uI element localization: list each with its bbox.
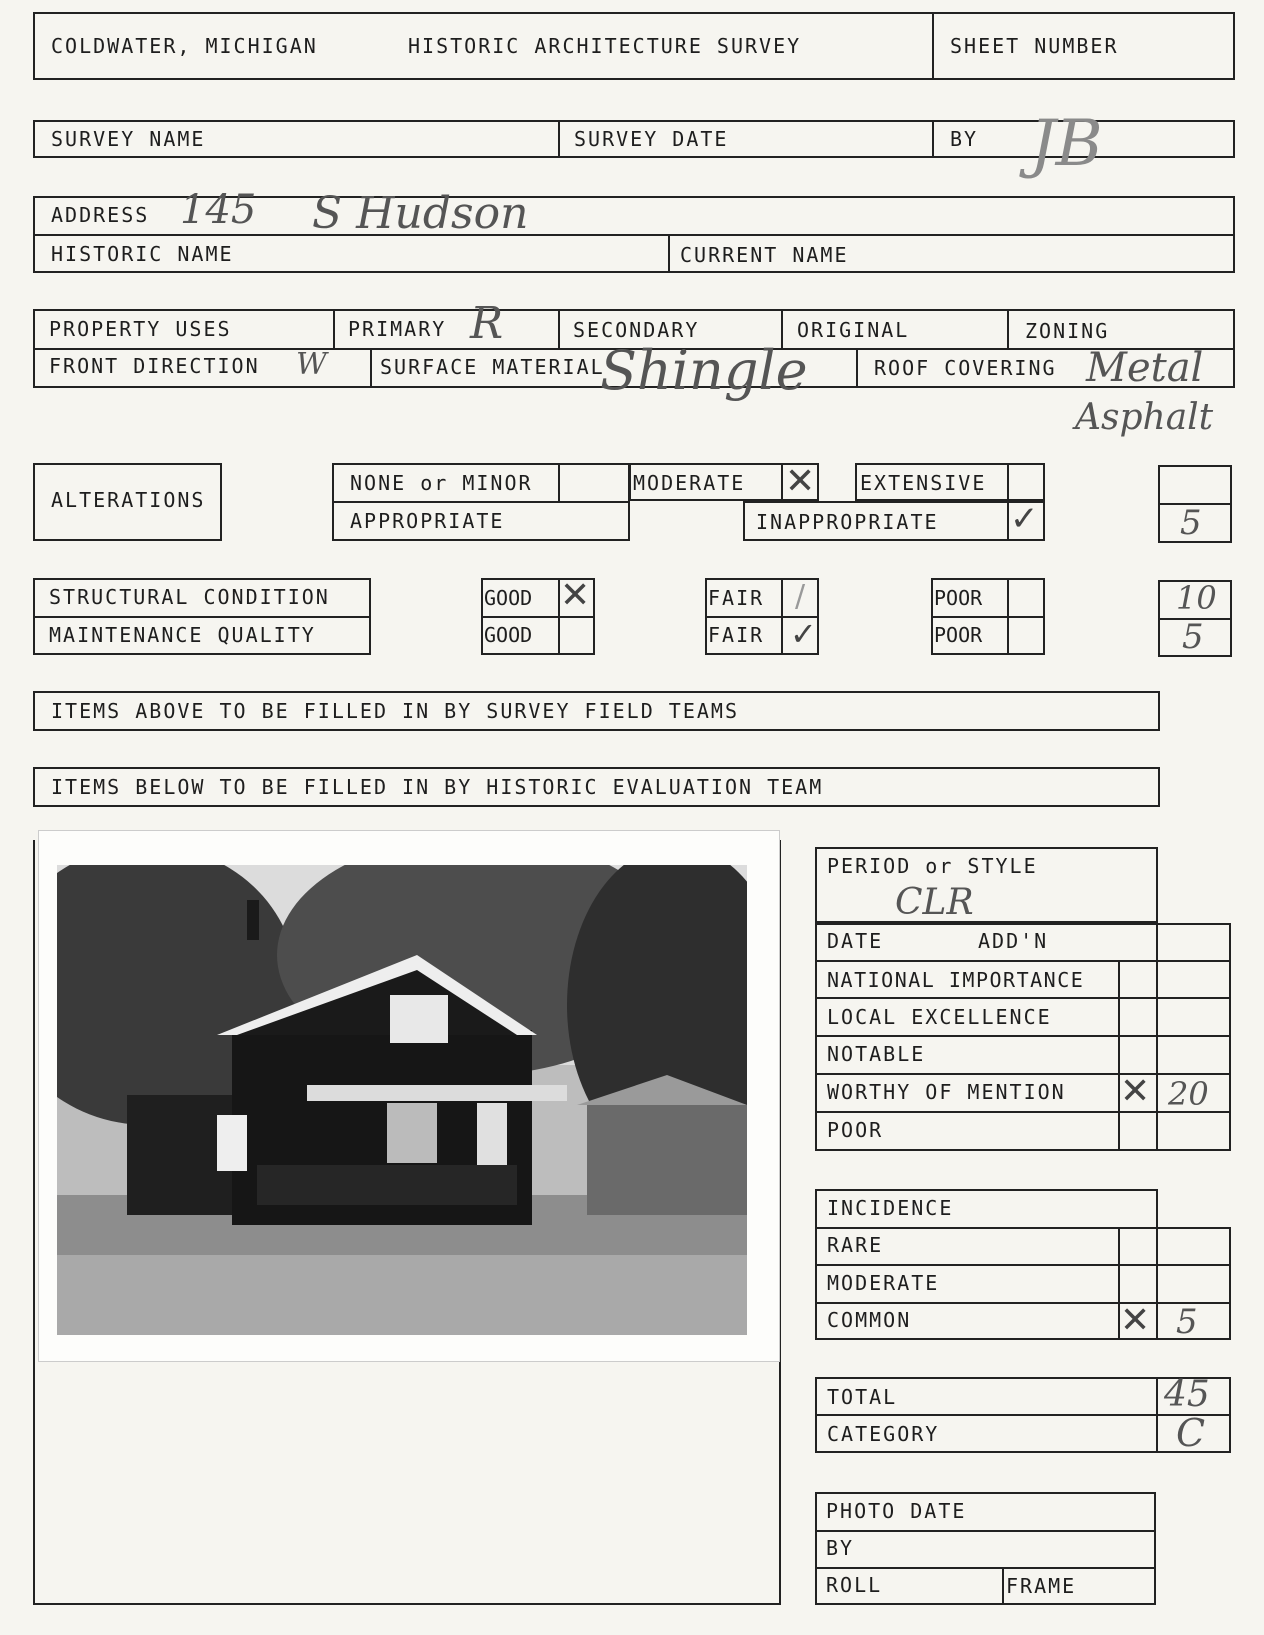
alterations-score: 5 — [1180, 503, 1202, 543]
prop-div-1 — [333, 309, 335, 348]
survey-date-label: SURVEY DATE — [574, 127, 729, 151]
photo-info-hdiv-2 — [815, 1567, 1156, 1569]
primary-label: PRIMARY — [348, 317, 447, 341]
survey-name-label: SURVEY NAME — [51, 127, 206, 151]
secondary-label: SECONDARY — [573, 318, 700, 342]
prop-div-6 — [856, 348, 858, 388]
good-hdiv — [481, 616, 595, 618]
incidence-label: INCIDENCE — [827, 1196, 954, 1220]
address-number: 145 — [180, 187, 257, 233]
none-minor-label: NONE or MINOR — [350, 471, 533, 495]
rare-label: RARE — [827, 1233, 884, 1257]
roof-covering-value-2: Asphalt — [1075, 397, 1214, 438]
structural-poor-label: POOR — [934, 586, 983, 610]
header-survey-title: HISTORIC ARCHITECTURE SURVEY — [408, 34, 802, 58]
category-label: CATEGORY — [827, 1422, 940, 1446]
worthy-check: ✕ — [1120, 1071, 1151, 1112]
house-photo — [57, 865, 747, 1335]
header-city: COLDWATER, MICHIGAN — [51, 34, 318, 58]
extensive-label: EXTENSIVE — [860, 471, 987, 495]
period-value: CLR — [895, 882, 974, 923]
common-check: ✕ — [1120, 1300, 1151, 1341]
front-direction-label: FRONT DIRECTION — [49, 354, 260, 378]
frame-label: FRAME — [1006, 1574, 1077, 1598]
incidence-moderate-label: MODERATE — [827, 1271, 940, 1295]
moderate-check: ✕ — [785, 461, 816, 502]
appropriate-label: APPROPRIATE — [350, 509, 505, 533]
structural-good-check: ✕ — [560, 575, 591, 616]
property-uses-label: PROPERTY USES — [49, 317, 232, 341]
name-divider — [668, 234, 670, 273]
structural-good-label: GOOD — [484, 586, 533, 610]
inappropriate-check: ✓ — [1010, 499, 1039, 539]
evaluation-grid — [815, 923, 1231, 1151]
maintenance-fair-label: FAIR — [708, 623, 765, 647]
eval-poor-label: POOR — [827, 1118, 884, 1142]
zoning-label: ZONING — [1025, 319, 1110, 343]
prop-div-2 — [558, 309, 560, 348]
inappropriate-label: INAPPROPRIATE — [756, 510, 939, 534]
common-score: 5 — [1176, 1302, 1198, 1342]
survey-divider-2 — [932, 120, 934, 158]
eval-vdiv-1 — [1118, 960, 1120, 1151]
eval-hdiv-1 — [815, 960, 1231, 962]
photo-by-label: BY — [826, 1536, 855, 1560]
front-direction-value: W — [296, 347, 327, 382]
prop-div-4 — [1007, 309, 1009, 348]
category-value: C — [1176, 1411, 1206, 1455]
original-label: ORIGINAL — [797, 318, 910, 342]
roof-covering-value: Metal — [1086, 345, 1204, 391]
period-label: PERIOD or STYLE — [827, 854, 1038, 878]
current-name-label: CURRENT NAME — [680, 243, 849, 267]
survey-by-signature: JB — [1030, 107, 1103, 181]
alterations-label: ALTERATIONS — [51, 488, 206, 512]
moderate-vdiv — [781, 463, 783, 501]
maintenance-fair-check: ✓ — [790, 615, 817, 653]
primary-value: R — [470, 298, 504, 349]
eval-hdiv-2 — [815, 997, 1231, 999]
inc-hdiv-2 — [815, 1302, 1231, 1304]
inc-hdiv-1 — [815, 1264, 1231, 1266]
national-importance-label: NATIONAL IMPORTANCE — [827, 968, 1085, 992]
alt-left-hdiv — [332, 501, 630, 503]
address-street: S Hudson — [312, 188, 529, 239]
eval-vdiv-2 — [1156, 923, 1158, 1151]
structural-condition-label: STRUCTURAL CONDITION — [49, 585, 330, 609]
photo-info-vdiv — [1002, 1567, 1004, 1605]
totals-vdiv — [1156, 1377, 1158, 1453]
structural-score: 10 — [1176, 579, 1217, 617]
maintenance-score: 5 — [1182, 617, 1204, 657]
fair-vdiv — [781, 578, 783, 655]
address-label: ADDRESS — [51, 203, 150, 227]
surface-material-label: SURFACE MATERIAL — [380, 355, 605, 379]
photo-card — [38, 830, 780, 1362]
poor-hdiv — [931, 616, 1045, 618]
note-above: ITEMS ABOVE TO BE FILLED IN BY SURVEY FIELD TEAMS — [51, 699, 740, 723]
sheet-number-label: SHEET NUMBER — [950, 34, 1119, 58]
poor-vdiv — [1007, 578, 1009, 655]
alt-left-vdiv — [558, 463, 560, 501]
worthy-score: 20 — [1168, 1075, 1209, 1113]
date-label: DATE — [827, 929, 884, 953]
inc-vdiv-2 — [1156, 1227, 1158, 1340]
maintenance-quality-label: MAINTENANCE QUALITY — [49, 623, 316, 647]
maintenance-good-label: GOOD — [484, 623, 533, 647]
historic-name-label: HISTORIC NAME — [51, 242, 234, 266]
addn-label: ADD'N — [978, 929, 1049, 953]
total-value: 45 — [1164, 1374, 1210, 1415]
total-label: TOTAL — [827, 1385, 898, 1409]
surface-material-value: Shingle — [600, 339, 808, 402]
prop-div-5 — [370, 348, 372, 388]
note-below: ITEMS BELOW TO BE FILLED IN BY HISTORIC EVALUATION TEAM — [51, 775, 824, 799]
header-divider — [932, 12, 934, 80]
photo-info-hdiv-1 — [815, 1530, 1156, 1532]
survey-divider-1 — [558, 120, 560, 158]
common-label: COMMON — [827, 1308, 912, 1332]
roll-label: ROLL — [826, 1573, 883, 1597]
maintenance-poor-label: POOR — [934, 623, 983, 647]
roof-covering-label: ROOF COVERING — [874, 356, 1057, 380]
condition-label-hdiv — [33, 616, 371, 618]
local-excellence-label: LOCAL EXCELLENCE — [827, 1005, 1052, 1029]
structural-fair-check: / — [795, 579, 806, 614]
eval-hdiv-3 — [815, 1035, 1231, 1037]
address-divider — [33, 234, 1235, 236]
notable-label: NOTABLE — [827, 1042, 926, 1066]
survey-by-label: BY — [950, 127, 979, 151]
moderate-label: MODERATE — [633, 471, 746, 495]
worthy-of-mention-label: WORTHY OF MENTION — [827, 1080, 1066, 1104]
structural-fair-label: FAIR — [708, 586, 765, 610]
photo-date-label: PHOTO DATE — [826, 1499, 967, 1523]
house-photo-illustration — [57, 865, 747, 1335]
